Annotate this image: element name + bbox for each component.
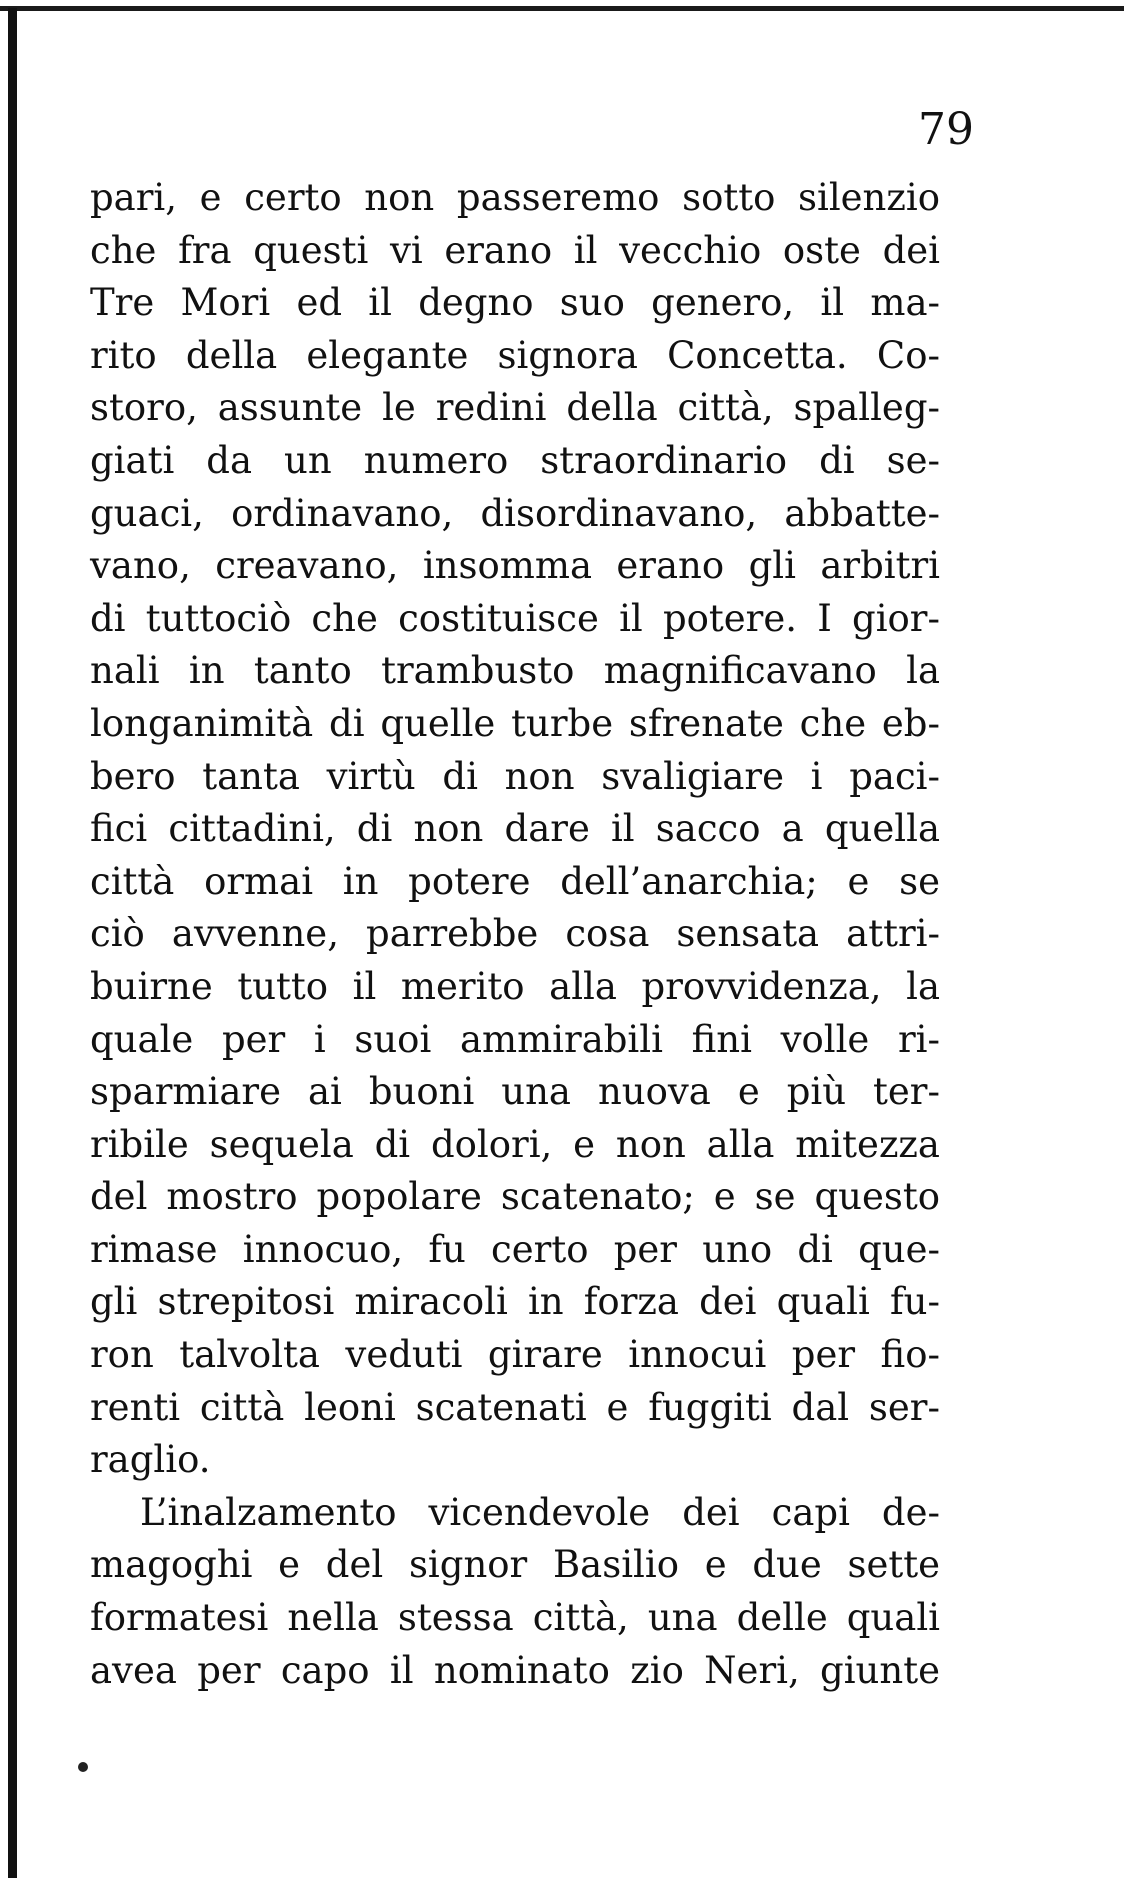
left-page-border xyxy=(8,8,17,1878)
text-line: guaci, ordinavano, disordinavano, abbatte- xyxy=(90,491,940,535)
text-line: storo, assunte le redini della città, spalleg- xyxy=(90,386,940,430)
text-line: ribile sequela di dolori, e non alla mitezza xyxy=(90,1122,940,1166)
text-line: ron talvolta veduti girare innocui per fio- xyxy=(90,1333,940,1377)
text-line: quale per i suoi ammirabili fini volle ri- xyxy=(90,1017,940,1061)
text-line: raglio. xyxy=(90,1438,211,1482)
text-line: fici cittadini, di non dare il sacco a quella xyxy=(90,807,940,851)
text-line: magoghi e del signor Basilio e due sette xyxy=(90,1543,940,1587)
text-line: gli strepitosi miracoli in forza dei quali fu- xyxy=(90,1280,940,1324)
text-line: renti città leoni scatenati e fuggiti dal ser- xyxy=(90,1385,940,1429)
text-line: pari, e certo non passeremo sotto silenzio xyxy=(90,176,940,219)
page-number: 79 xyxy=(918,104,974,155)
text-line: ciò avvenne, parrebbe cosa sensata attri- xyxy=(90,912,940,956)
text-line: rito della elegante signora Concetta. Co- xyxy=(90,333,940,377)
text-line: avea per capo il nominato zio Neri, giunte xyxy=(90,1648,940,1692)
ink-speck xyxy=(78,1762,88,1772)
body-text xyxy=(90,172,940,1697)
text-line: rimase innocuo, fu certo per uno di que- xyxy=(90,1227,940,1271)
text-line: bero tanta virtù di non svaligiare i paci- xyxy=(90,754,940,798)
top-page-border xyxy=(0,6,1124,11)
text-line: buirne tutto il merito alla provvidenza, la xyxy=(90,964,940,1008)
text-line: Tre Mori ed il degno suo genero, il ma- xyxy=(90,281,940,325)
paragraph-start-line: L’inalzamento vicendevole dei capi de- xyxy=(140,1490,940,1534)
text-line: giati da un numero straordinario di se- xyxy=(90,438,940,482)
text-line: città ormai in potere dell’anarchia; e se xyxy=(90,859,940,903)
text-line: nali in tanto trambusto magnificavano la xyxy=(90,649,940,693)
text-line: longanimità di quelle turbe sfrenate che eb- xyxy=(90,701,940,745)
text-line: formatesi nella stessa città, una delle quali xyxy=(90,1596,940,1640)
text-line: del mostro popolare scatenato; e se questo xyxy=(90,1175,940,1219)
text-line: di tuttociò che costituisce il potere. I gior- xyxy=(90,596,940,640)
text-line: che fra questi vi erano il vecchio oste dei xyxy=(90,228,940,272)
text-line: vano, creavano, insomma erano gli arbitri xyxy=(90,544,940,588)
text-line: sparmiare ai buoni una nuova e più ter- xyxy=(90,1070,940,1114)
